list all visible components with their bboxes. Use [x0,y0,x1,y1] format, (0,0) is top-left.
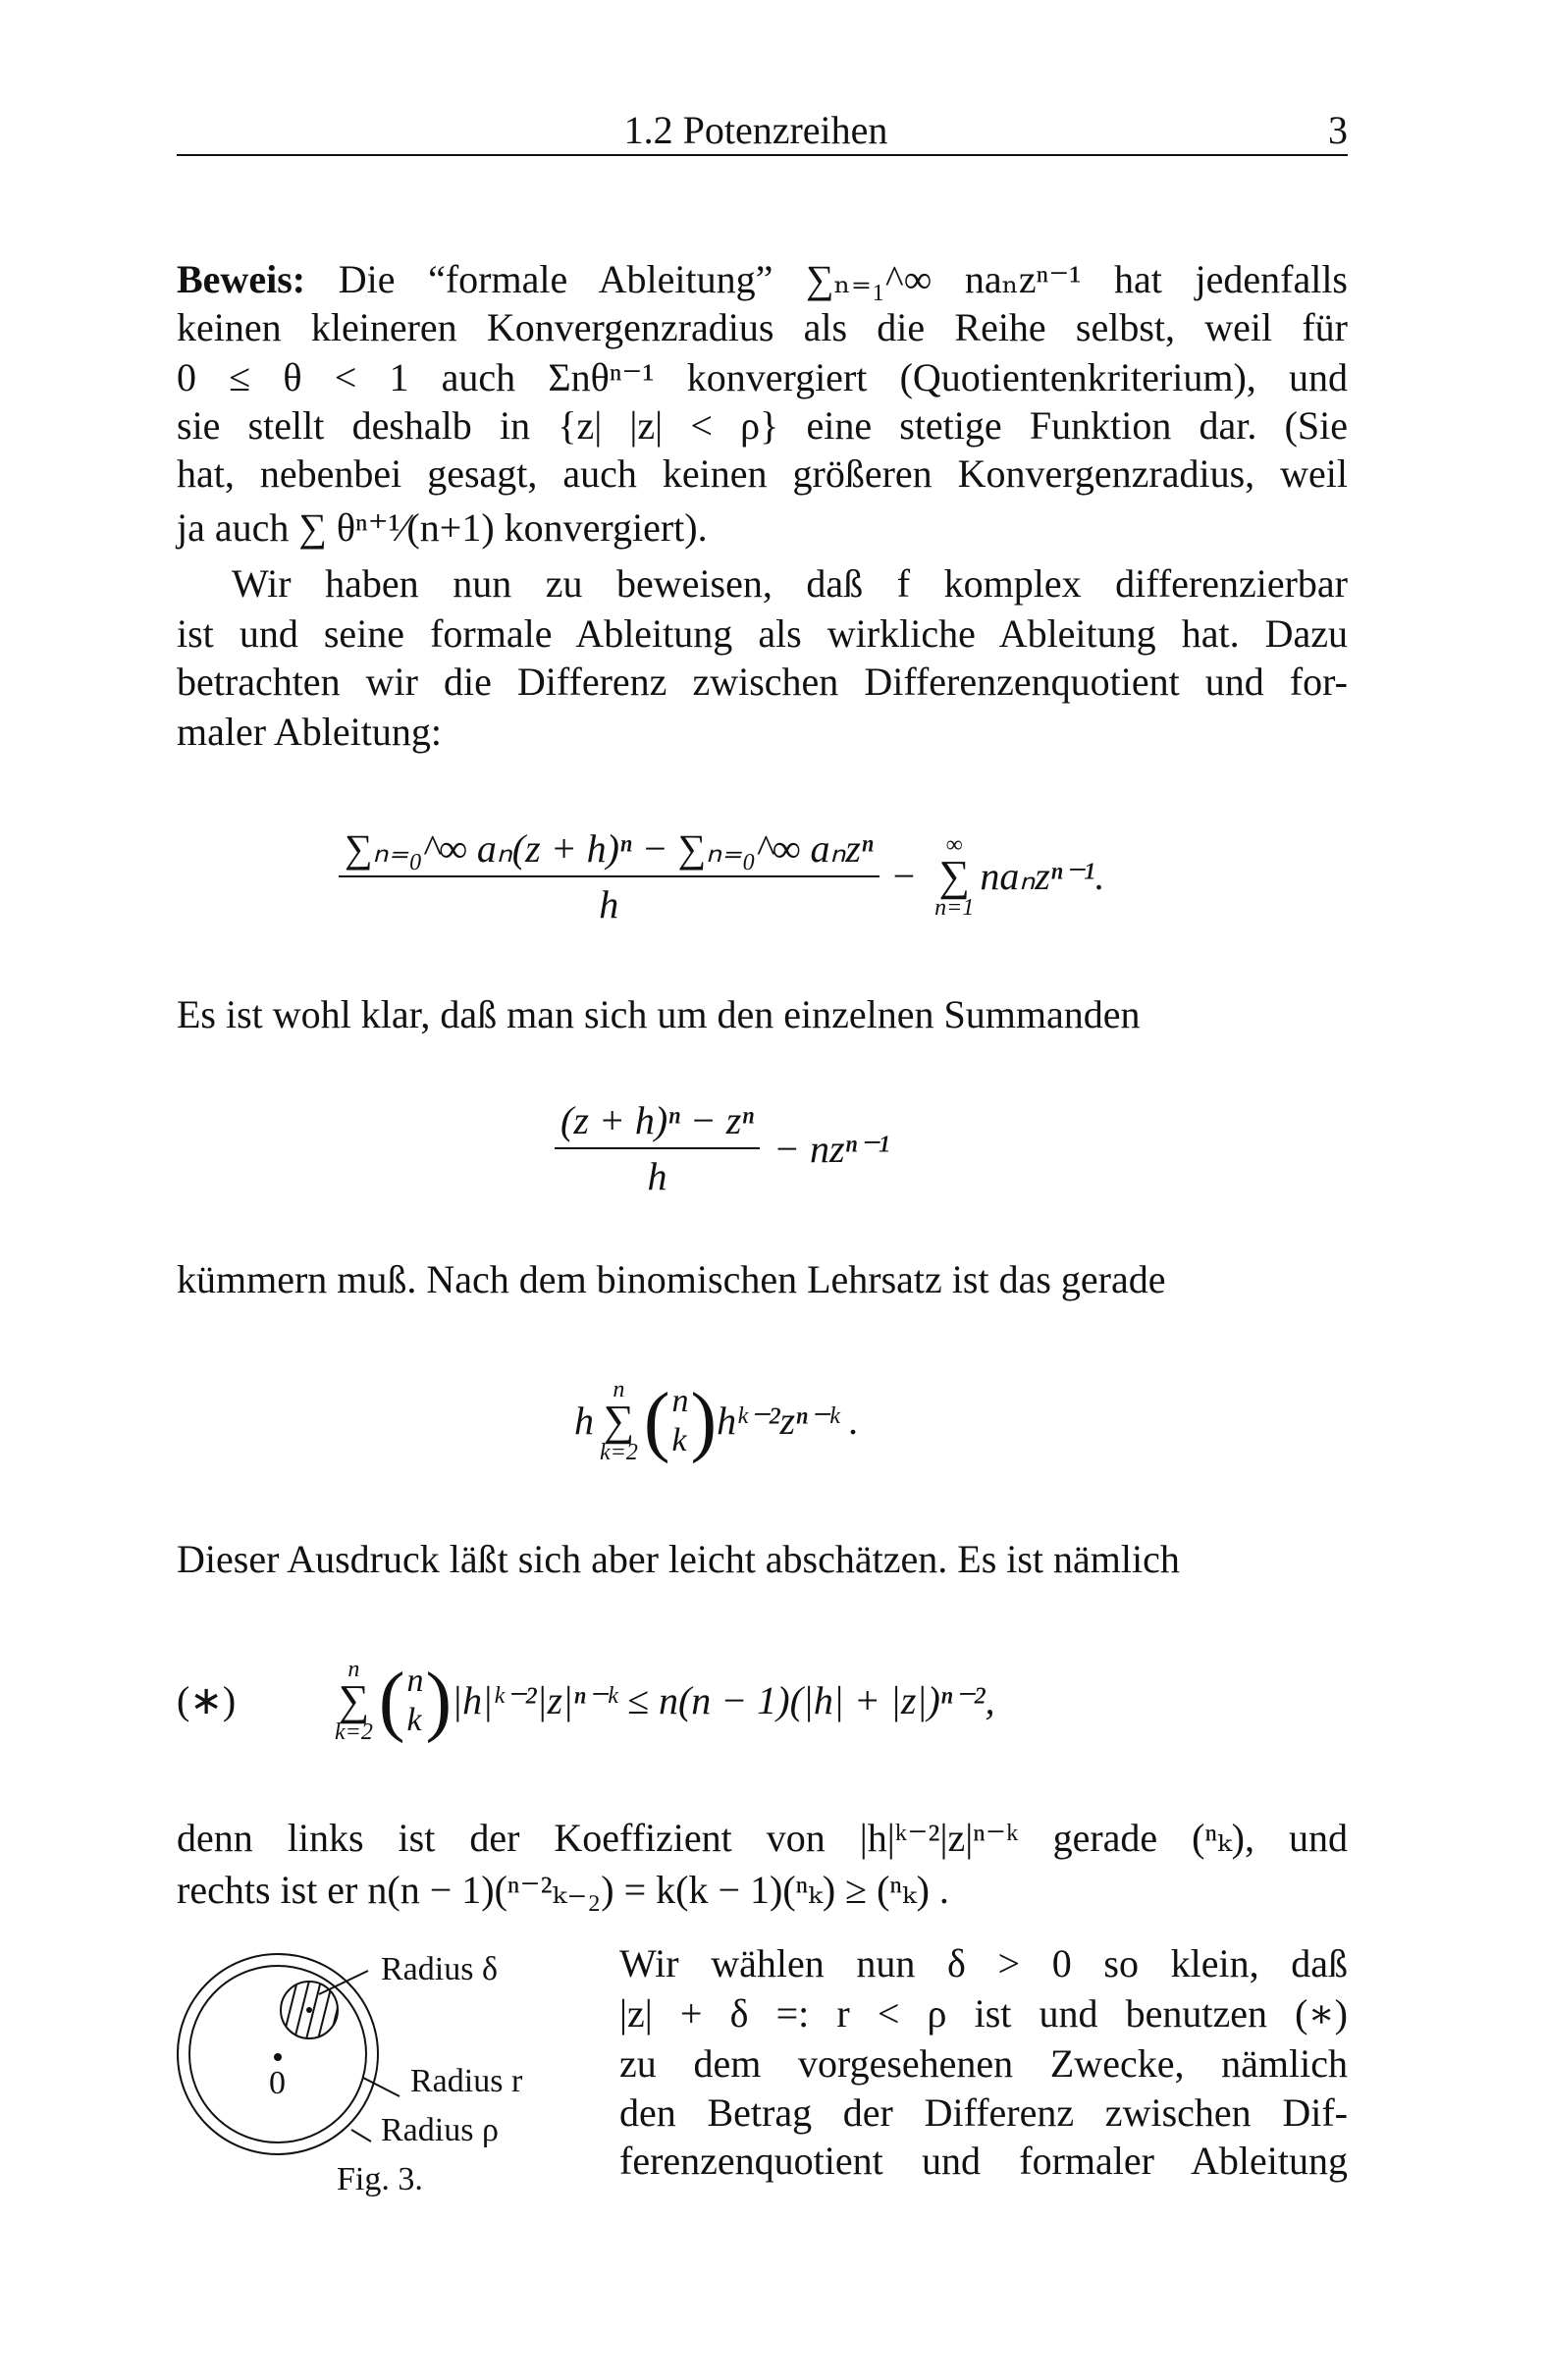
header-rule [177,154,1348,156]
text-line: kümmern muß. Nach dem binomischen Lehrsatz ist das gerade [177,1257,1166,1301]
text-line: Dieser Ausdruck läßt sich aber leicht abschätzen. Es ist nämlich [177,1537,1180,1581]
pointer-delta [319,1971,368,1994]
denominator: h [599,881,619,926]
proof-label: Beweis: [177,257,306,301]
fraction [555,1097,760,1199]
text-line: |z| + δ =: r < ρ ist und benutzen (∗) [619,1991,1348,2036]
figure-caption: Fig. 3. [337,2161,423,2197]
minus: − [892,854,916,898]
sum: ∞ ∑ n=1 [934,831,975,921]
text-line: 0 ≤ θ < 1 auch Σnθⁿ⁻¹ konvergiert (Quotientenkriterium), und [177,355,1348,399]
text-line: den Betrag der Differenz zwischen Dif- [619,2090,1348,2135]
term: naₙzⁿ⁻¹. [980,854,1105,898]
term: |h|ᵏ⁻²|z|ⁿ⁻ᵏ ≤ n(n − 1)(|h| + |z|)ⁿ⁻², [452,1678,995,1722]
sum: n ∑ k=2 [600,1376,638,1465]
equation-summand [555,1094,889,1202]
denominator: h [647,1154,667,1198]
origin-point [274,2053,282,2061]
sum-lower: k=2 [600,1439,638,1465]
sum-upper: n [613,1376,625,1402]
text-line: sie stellt deshalb in {z| |z| < ρ} eine stetige Funktion dar. (Sie [177,403,1348,448]
figure-label-delta: Radius δ [381,1951,498,1987]
sum-upper: ∞ [945,831,963,858]
prefix: h [574,1399,594,1443]
text: Die “formale Ableitung” ∑ₙ₌₁^∞ naₙzⁿ⁻¹ hat jedenfalls [305,257,1348,301]
equation-star: (∗) n ∑ k=2 ( n k ) |h|ᵏ⁻²|z|ⁿ⁻ᵏ ≤ n(n − 1)(|h| + |z|)ⁿ⁻², [177,1656,995,1745]
equation-label: (∗) [177,1678,237,1722]
text-line: maler Ableitung: [177,710,442,754]
pointer-rho [351,2130,371,2142]
text-line: ja auch ∑ θⁿ⁺¹⁄(n+1) konvergiert). [177,505,708,550]
binomial [407,1662,424,1740]
figure-label-r: Radius r [410,2063,523,2099]
equation-binomial: h n ∑ k=2 ( n k ) hᵏ⁻²zⁿ⁻ᵏ . [574,1376,860,1465]
equation-difference-quotient [339,820,1105,932]
term: − nzⁿ⁻¹ [773,1126,890,1171]
text-line: keinen kleineren Konvergenzradius als die Reihe selbst, weil für [177,305,1348,349]
binomial-top: n [406,1662,424,1699]
binomial-bottom: k [406,1701,422,1738]
text-line: ferenzenquotient und formaler Ableitung [619,2139,1348,2183]
text-line: rechts ist er n(n − 1)(ⁿ⁻²ₖ₋₂) = k(k − 1)(ⁿₖ) ≥ (ⁿₖ) . [177,1868,949,1912]
figure-label-rho: Radius ρ [381,2112,499,2148]
binomial-bottom: k [671,1421,687,1458]
hatching [280,1973,347,2051]
text-line: denn links ist der Koeffizient von |h|ᵏ⁻²|z|ⁿ⁻ᵏ gerade (ⁿₖ), und [177,1816,1348,1860]
sum-lower: n=1 [934,894,975,921]
sum: n ∑ k=2 [335,1656,373,1745]
numerator: ∑ₙ₌₀^∞ aₙ(z + h)ⁿ − ∑ₙ₌₀^∞ aₙzⁿ [339,825,880,877]
text-line: Wir haben nun zu beweisen, daß f komplex differenzierbar [232,561,1348,606]
pointer-r [363,2078,400,2096]
text-line: zu dem vorgesehenen Zwecke, nämlich [619,2041,1348,2086]
text-line: Wir wählen nun δ > 0 so klein, daß [619,1941,1348,1985]
text-line: Es ist wohl klar, daß man sich um den einzelnen Summanden [177,992,1141,1036]
text-line [177,255,1348,304]
numerator: (z + h)ⁿ − zⁿ [555,1097,760,1149]
sum-lower: k=2 [335,1719,373,1745]
page-number: 3 [1328,108,1348,152]
figure-origin-label: 0 [269,2065,286,2101]
term: hᵏ⁻²zⁿ⁻ᵏ . [717,1399,860,1443]
binomial-top: n [671,1382,689,1419]
point-z [306,2007,312,2013]
text-line: hat, nebenbei gesagt, auch keinen größeren Konvergenzradius, weil [177,451,1348,496]
fraction [339,825,880,927]
running-header-section: 1.2 Potenzreihen [623,108,888,152]
text-line: ist und seine formale Ableitung als wirkliche Ableitung hat. Dazu [177,611,1348,656]
binomial [672,1382,689,1460]
text-line: betrachten wir die Differenz zwischen Differenzenquotient und for- [177,660,1348,704]
sum-upper: n [347,1656,360,1682]
